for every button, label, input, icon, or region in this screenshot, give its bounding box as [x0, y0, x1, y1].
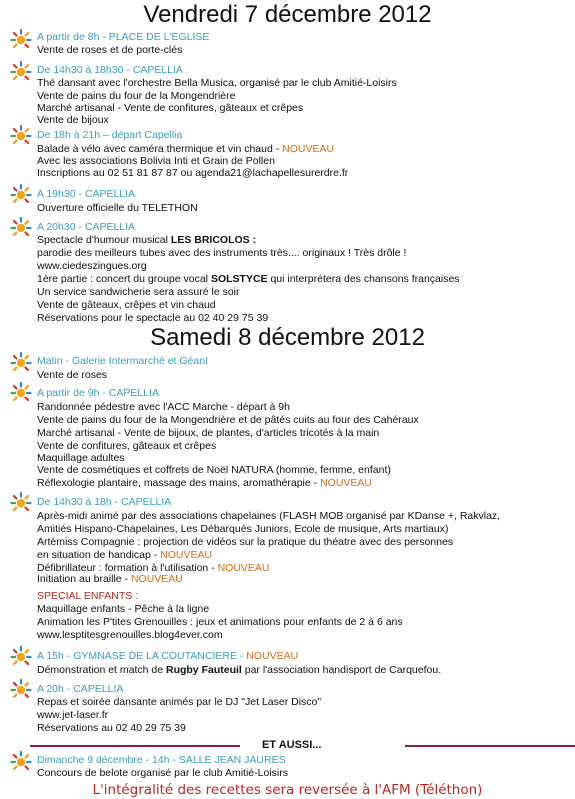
event-line: Vente de pains du four de la Mongendrière — [37, 90, 236, 102]
event-line: Vente de roses et de porte-clés — [37, 44, 183, 56]
event-header: A 15h - GYMNASE DE LA COUTANCIERE - NOUVEAU — [37, 650, 299, 662]
sun-icon — [10, 183, 32, 205]
event-line: Vente de gâteaux, crêpes et vin chaud — [37, 299, 216, 311]
event-line: Maquillage adultes — [37, 452, 125, 464]
event-header: A 20h30 - CAPELLIA — [37, 221, 136, 233]
sun-icon — [10, 491, 32, 513]
sun-icon — [10, 28, 32, 50]
event-line: Thé dansant avec l'orchestre Bella Musica, organisé par le club Amitié-Loisirs — [37, 77, 397, 89]
event-line: Artémiss Compagnie : projection de vidéos sur la pratique du théatre avec des personnes — [37, 536, 454, 548]
event-header: A partir de 9h - CAPELLIA — [37, 387, 159, 399]
sun-icon — [10, 381, 32, 403]
event-line: Vente de bijoux — [37, 114, 109, 126]
event-line: Réflexologie plantaire, massage des mains, aromathérapie - NOUVEAU — [37, 477, 373, 489]
nouveau-badge: NOUVEAU — [217, 562, 270, 574]
event-header: Dimanche 9 décembre - 14h - SALLE JEAN JAURES — [37, 754, 286, 766]
event-line: Animation les P'tites Grenouilles : jeux et animations pour enfants de 2 à 6 ans — [37, 616, 403, 628]
sun-icon — [10, 216, 32, 238]
event-line: parodie des meilleurs tubes avec des instruments très.... originaux ! Très drôle ! — [37, 247, 407, 259]
event-line: Après-midi animé par des associations chapelaines (FLASH MOB organisé par KDanse +, Rakvlaz, — [37, 510, 501, 522]
nouveau-badge: NOUVEAU — [130, 573, 183, 585]
special-title: SPECIAL ENFANTS : — [37, 590, 139, 602]
sun-icon — [10, 645, 32, 667]
saturday-title: Samedi 8 décembre 2012 — [150, 324, 425, 351]
event-header: Matin - Galerie Intermarché et Géant — [37, 355, 208, 367]
event-line: Ouverture officielle du TELETHON — [37, 202, 198, 214]
event-link[interactable]: www.lesptitesgrenouilles.blog4ever.com — [37, 629, 223, 641]
sun-icon — [10, 124, 32, 146]
event-line: Initiation au braille - NOUVEAU — [37, 573, 183, 585]
event-line: Vente de pains du four de la Mongendrière et de pâtés cuits au four des Cahéraux — [37, 414, 419, 426]
event-line: Réservations au 02 40 29 75 39 — [37, 722, 186, 734]
nouveau-badge: NOUVEAU — [282, 143, 335, 155]
et-aussi-heading: ET AUSSI... — [262, 739, 322, 751]
event-line: Concours de belote organisé par le club Amitié-Loisirs — [37, 767, 288, 779]
event-link[interactable]: www.ciedeszingues.org — [37, 260, 147, 272]
event-line: Démonstration et match de Rugby Fauteuil par l'association handisport de Carquefou. — [37, 664, 442, 676]
nouveau-badge: NOUVEAU — [320, 477, 373, 489]
event-header: A 20h - CAPELLIA — [37, 683, 124, 695]
event-line: Avec les associations Bolivia Inti et Grain de Pollen — [37, 155, 275, 167]
divider-right — [405, 745, 575, 747]
event-line: Maquillage enfants - Pêche à la ligne — [37, 603, 210, 615]
sun-icon — [10, 750, 32, 772]
event-line: Vente de confitures, gâteaux et crêpes — [37, 440, 217, 452]
event-header: A 19h30 - CAPELLIA — [37, 188, 136, 200]
sun-icon — [10, 351, 32, 373]
event-line: Vente de roses — [37, 369, 108, 381]
event-line: Réservations pour le spectacle au 02 40 29 75 39 — [37, 312, 269, 324]
event-line: Marché artisanal - Vente de confitures, gâteaux et crêpes — [37, 102, 304, 114]
footer-note: L'intégralité des recettes sera reversée à l'AFM (Téléthon) — [92, 782, 483, 798]
divider-left — [30, 745, 240, 747]
friday-title: Vendredi 7 décembre 2012 — [143, 1, 432, 28]
event-line: Balade à vélo avec caméra thermique et vin chaud - NOUVEAU — [37, 143, 335, 155]
event-line: Amitiés Hispano-Chapelaines, Les Débarqués Juniors, Ecole de musique, Arts martiaux) — [37, 523, 449, 535]
nouveau-badge: NOUVEAU — [246, 650, 299, 662]
event-line: Randonnée pédestre avec l'ACC Marche - départ à 9h — [37, 401, 290, 413]
event-line: Vente de cosmétiques et coffrets de Noël NATURA (homme, femme, enfant) — [37, 464, 391, 476]
event-header: De 14h30 à 18h30 - CAPELLIA — [37, 64, 183, 76]
event-header: De 14h30 à 18h - CAPELLIA — [37, 496, 172, 508]
sun-icon — [10, 678, 32, 700]
event-link[interactable]: www.jet-laser.fr — [37, 709, 109, 721]
event-line: 1ère partie : concert du groupe vocal SOLSTYCE qui interprétera des chansons françaises — [37, 273, 460, 285]
sun-icon — [10, 60, 32, 82]
event-line: Marché artisanal - Vente de bijoux, de plantes, d'articles tricotés à la main — [37, 427, 380, 439]
event-line: Inscriptions au 02 51 81 87 87 ou agenda21@lachapellesurerdre.fr — [37, 167, 349, 179]
event-line: Spectacle d'humour musical LES BRICOLOS : — [37, 234, 257, 246]
event-line: Repas et soirée dansante animés par le DJ "Jet Laser Disco" — [37, 696, 322, 708]
event-header: De 18h à 21h – départ Capellia — [37, 129, 183, 141]
event-line: Défibrillateur : formation à l'utilisation - NOUVEAU — [37, 562, 270, 574]
event-header: A partir de 8h - PLACE DE L'EGLISE — [37, 31, 210, 43]
event-line: Un service sandwicherie sera assuré le soir — [37, 286, 240, 298]
nouveau-badge: NOUVEAU — [160, 549, 213, 561]
event-line: en situation de handicap - NOUVEAU — [37, 549, 213, 561]
